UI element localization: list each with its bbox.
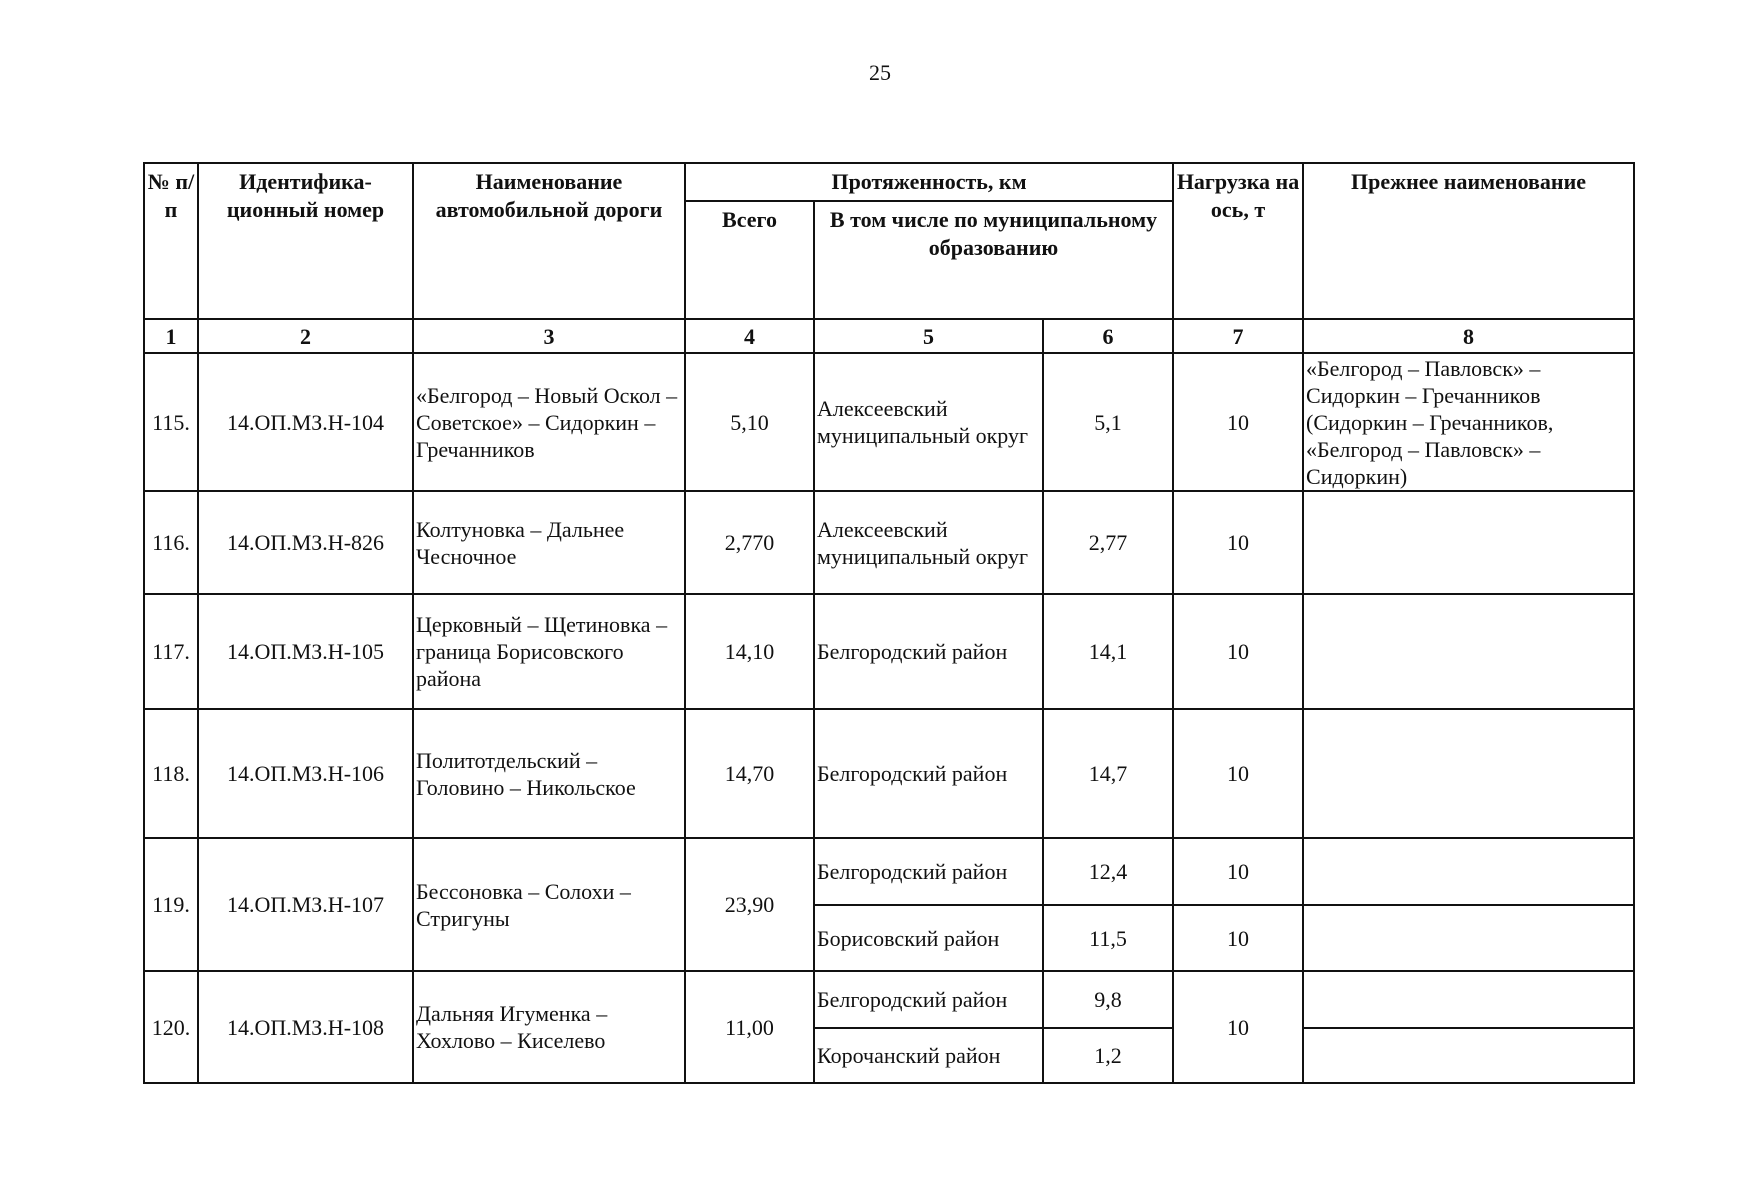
length-total: 5,10: [685, 353, 814, 491]
road-name: Церковный – Щетиновка – граница Борисовского района: [413, 594, 685, 709]
row-number: 118.: [144, 709, 198, 838]
table-row: [144, 709, 1634, 838]
column-number: 7: [1173, 319, 1303, 353]
row-number: 120.: [144, 971, 198, 1083]
table-row: [144, 838, 1634, 905]
row-number: 119.: [144, 838, 198, 971]
municipality: Белгородский район: [814, 709, 1043, 838]
municipality: Белгородский район: [814, 971, 1043, 1028]
road-name: Бессоновка – Солохи – Стригуны: [413, 838, 685, 971]
former-name: [1303, 838, 1634, 905]
column-number: 5: [814, 319, 1043, 353]
column-numbers-row: [144, 319, 1634, 353]
length-total: 11,00: [685, 971, 814, 1083]
column-number: 2: [198, 319, 413, 353]
header-former: Прежнее наименование: [1303, 163, 1634, 319]
road-name: Колтуновка – Дальнее Чесночное: [413, 491, 685, 594]
header-row: [144, 163, 1634, 201]
axle-load: 10: [1173, 838, 1303, 905]
road-id: 14.ОП.МЗ.Н-105: [198, 594, 413, 709]
municipality: Белгородский район: [814, 838, 1043, 905]
column-number: 6: [1043, 319, 1173, 353]
municipal-length: 5,1: [1043, 353, 1173, 491]
road-id: 14.ОП.МЗ.Н-106: [198, 709, 413, 838]
column-number: 3: [413, 319, 685, 353]
header-load: Нагрузка на ось, т: [1173, 163, 1303, 319]
municipal-length: 14,7: [1043, 709, 1173, 838]
municipal-length: 14,1: [1043, 594, 1173, 709]
road-name: Политотдельский – Головино – Никольское: [413, 709, 685, 838]
road-name: Дальняя Игуменка – Хохлово – Киселево: [413, 971, 685, 1083]
former-name: [1303, 709, 1634, 838]
municipal-length: 2,77: [1043, 491, 1173, 594]
axle-load: 10: [1173, 709, 1303, 838]
column-number: 1: [144, 319, 198, 353]
municipality: Белгородский район: [814, 594, 1043, 709]
municipal-length: 12,4: [1043, 838, 1173, 905]
roads-table: [143, 162, 1635, 1084]
table-row: [144, 971, 1634, 1028]
header-num: № п/п: [144, 163, 198, 319]
page-number: 25: [869, 60, 891, 85]
road-id: 14.ОП.МЗ.Н-107: [198, 838, 413, 971]
former-name: «Белгород – Павловск» – Сидоркин – Гречанников (Сидоркин – Гречанников, «Белгород – Павловск» – Сидоркин): [1303, 353, 1634, 491]
row-number: 116.: [144, 491, 198, 594]
row-number: 117.: [144, 594, 198, 709]
column-number: 8: [1303, 319, 1634, 353]
header-name: Наименование автомобильной дороги: [413, 163, 685, 319]
road-name: «Белгород – Новый Оскол – Советское» – Сидоркин – Гречанников: [413, 353, 685, 491]
road-id: 14.ОП.МЗ.Н-104: [198, 353, 413, 491]
axle-load: 10: [1173, 971, 1303, 1083]
former-name: [1303, 971, 1634, 1028]
municipal-length: 1,2: [1043, 1028, 1173, 1083]
axle-load: 10: [1173, 491, 1303, 594]
axle-load: 10: [1173, 353, 1303, 491]
municipality: Борисовский район: [814, 905, 1043, 971]
axle-load: 10: [1173, 594, 1303, 709]
length-total: 14,10: [685, 594, 814, 709]
header-municipal: В том числе по муниципальному образованию: [814, 201, 1173, 319]
table-row: [144, 594, 1634, 709]
former-name: [1303, 491, 1634, 594]
length-total: 2,770: [685, 491, 814, 594]
header-length: Протяженность, км: [685, 163, 1173, 201]
length-total: 23,90: [685, 838, 814, 971]
municipal-length: 9,8: [1043, 971, 1173, 1028]
municipal-length: 11,5: [1043, 905, 1173, 971]
table-row: [144, 491, 1634, 594]
municipality: Алексеевский муниципальный округ: [814, 353, 1043, 491]
former-name: [1303, 905, 1634, 971]
municipality: Алексеевский муниципальный округ: [814, 491, 1043, 594]
municipality: Корочанский район: [814, 1028, 1043, 1083]
former-name: [1303, 594, 1634, 709]
row-number: 115.: [144, 353, 198, 491]
axle-load: 10: [1173, 905, 1303, 971]
former-name: [1303, 1028, 1634, 1083]
header-total: Всего: [685, 201, 814, 319]
column-number: 4: [685, 319, 814, 353]
header-id: Идентифика-ционный номер: [198, 163, 413, 319]
road-id: 14.ОП.МЗ.Н-108: [198, 971, 413, 1083]
table-row: [144, 353, 1634, 491]
length-total: 14,70: [685, 709, 814, 838]
road-id: 14.ОП.МЗ.Н-826: [198, 491, 413, 594]
